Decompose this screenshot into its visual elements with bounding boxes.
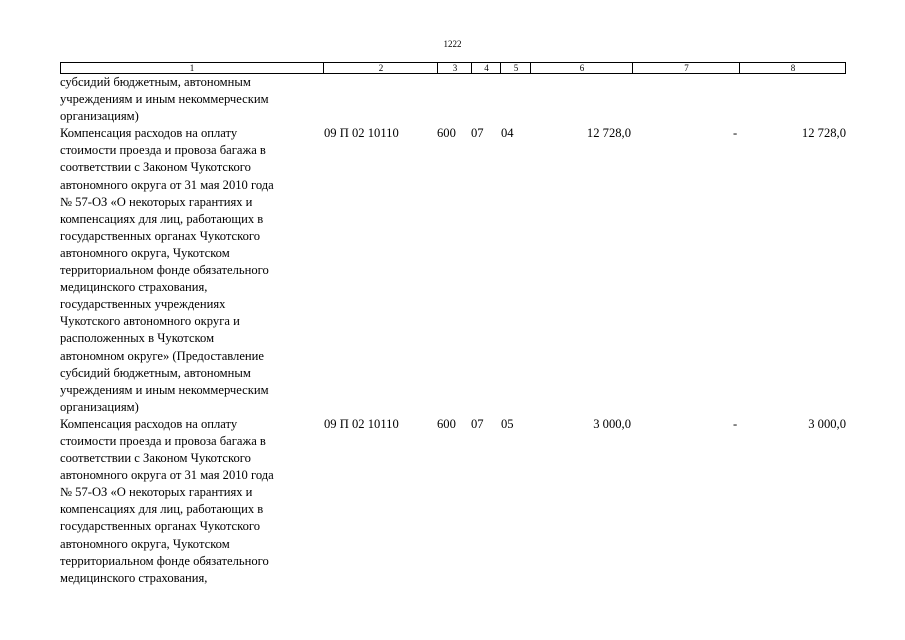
description-line: Компенсация расходов на оплату [60, 126, 238, 141]
description-line: стоимости проезда и провоза багажа в [60, 143, 266, 158]
table-row-continuation [60, 74, 846, 125]
description-line: № 57-ОЗ «О некоторых гарантиях и [60, 485, 253, 500]
description-line: соответствии с Законом Чукотского [60, 451, 251, 466]
column-header-8: 8 [739, 63, 846, 73]
amount-value: 12 728,0 [586, 126, 631, 141]
description-line: компенсациях для лиц, работающих в [60, 211, 264, 226]
description-line: организациям) [60, 399, 139, 414]
description-line: учреждениям и иным некоммерческим [60, 382, 269, 397]
description-line: учреждениям и иным некоммерческим [60, 92, 269, 107]
description-line: № 57-ОЗ «О некоторых гарантиях и [60, 194, 253, 209]
page-number: 1222 [443, 39, 462, 49]
description-line: Компенсация расходов на оплату [60, 416, 238, 431]
column-header-3: 3 [437, 63, 472, 73]
subsection-code: 05 [501, 416, 514, 431]
change-value: - [733, 126, 738, 141]
column-header-1: 1 [189, 63, 195, 73]
change-value: - [733, 416, 738, 431]
description-line: автономного округа, Чукотском [60, 245, 230, 260]
description-line: автономном округе» (Предоставление [60, 348, 265, 363]
section-code: 07 [471, 416, 484, 431]
expense-type-code: 600 [437, 126, 456, 141]
expense-type-code: 600 [437, 416, 456, 431]
section-code: 07 [471, 126, 484, 141]
table-row [60, 125, 846, 416]
description-line: медицинского страхования, [60, 570, 208, 585]
row-description [60, 74, 318, 125]
table-header-row [60, 62, 846, 74]
description-line: медицинского страхования, [60, 280, 208, 295]
description-line: государственных органах Чукотского [60, 519, 261, 534]
target-article-code: 09 П 02 10110 [324, 126, 399, 141]
description-line: Чукотского автономного округа и [60, 314, 240, 329]
description-line: стоимости проезда и провоза багажа в [60, 433, 266, 448]
description-line: расположенных в Чукотском [60, 331, 215, 346]
row-description [60, 125, 318, 416]
budget-table [60, 62, 846, 587]
description-line: соответствии с Законом Чукотского [60, 160, 251, 175]
description-line: компенсациях для лиц, работающих в [60, 502, 264, 517]
description-line: автономного округа, Чукотском [60, 536, 230, 551]
description-line: государственных учреждениях [60, 297, 226, 312]
table-row [60, 416, 846, 587]
description-line: субсидий бюджетным, автономным [60, 365, 251, 380]
description-line: автономного округа от 31 мая 2010 года [60, 177, 274, 192]
description-line: территориальном фонде обязательного [60, 553, 269, 568]
column-header-7: 7 [632, 63, 740, 73]
description-line: территориальном фонде обязательного [60, 263, 269, 278]
row-description [60, 416, 318, 587]
column-header-5: 5 [500, 63, 531, 73]
subsection-code: 04 [501, 126, 514, 141]
column-header-2: 2 [323, 63, 438, 73]
description-line: автономного округа от 31 мая 2010 года [60, 468, 274, 483]
description-line: государственных органах Чукотского [60, 228, 261, 243]
description-line: организациям) [60, 109, 139, 124]
column-header-4: 4 [471, 63, 501, 73]
target-article-code: 09 П 02 10110 [324, 416, 399, 431]
total-value: 12 728,0 [801, 126, 846, 141]
amount-value: 3 000,0 [593, 416, 631, 431]
description-line: субсидий бюджетным, автономным [60, 75, 251, 89]
total-value: 3 000,0 [808, 416, 846, 431]
column-header-6: 6 [530, 63, 633, 73]
